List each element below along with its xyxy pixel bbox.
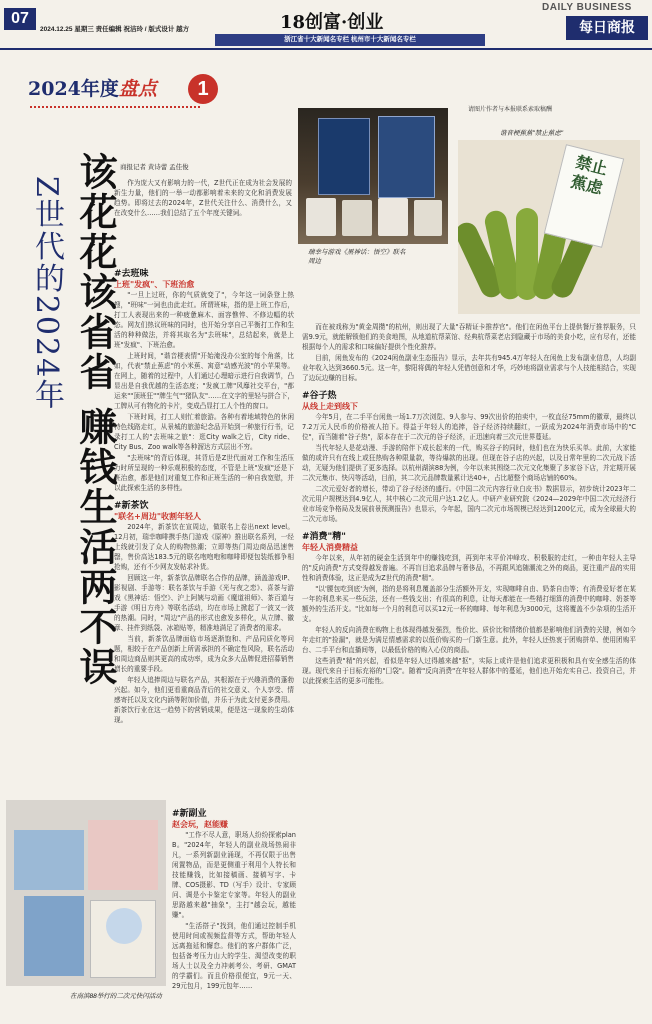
section-subtitle: 赵会玩，赵能赚: [172, 820, 228, 829]
badge-underline: [30, 98, 200, 108]
header-rule: [0, 48, 652, 50]
banana-photo: 禁止 蕉虑: [458, 140, 640, 314]
badge-number: 1: [188, 74, 218, 104]
main-headline: 该花花该省省 赚钱生活两不误: [73, 152, 118, 688]
section-subtitle: 年轻人消费精益: [302, 543, 358, 552]
intro-paragraph: 作为庞大又有影响力的一代，Z世代正在成为社会发展的新生力量，他们的一举一动都影响着未来的文化和消费发展趋势。即将过去的2024年，Z世代关注什么、消费什么，又在改变什么……我们总结了五个年度关键词。: [114, 179, 292, 217]
year-review-badge: 2024年度盘点: [28, 78, 157, 100]
section-title: #谷子热: [302, 391, 337, 401]
section-side-job: #新副业 赵会玩，赵能赚 "工作不尽人意，职场人纷纷探索plan B。"2024年，年轻人的副业战场热闹非凡，一系列新副业涌现，不再仅限于出售闲置物品，而是更侧重于利用个人特长和技能赚钱，比如接稿画、接稿写字、卡牌、COS摄影、TD（写手）设计、专家顾问、调是小卡鉴定专家等。年轻人的副业思路越来越"抽象"，主打"越会玩，越能赚"。 "生活搭子"找到，他们通过控制手机使用时间或视频监督等方式，帮助年轻人远离拖延和懈怠。他们的客户群体广泛，包括备考压力山大的学生、渴望改变的职场人士以及全力冲刺考公、考研、GMAT的学霸们。而且价格很便宜，9元一天、29元包月，199元包年……: [172, 806, 296, 992]
photo-credit: 请图片作者与本报联系索取稿酬: [468, 107, 553, 113]
section-title: #去班味: [114, 269, 149, 279]
section-subtitle: "联名+周边"收割年轻人: [114, 512, 202, 521]
award-strip: 浙江省十大新闻名专栏 杭州市十大新闻名专栏: [215, 34, 485, 46]
section-title: #新副业: [172, 809, 207, 819]
section-title: 18创富·创业: [280, 12, 384, 33]
anime-event-caption: 在南滨88举行的二次元快闪活动: [70, 993, 162, 1000]
section-title: #新茶饮: [114, 501, 149, 511]
page-number: 07: [4, 8, 36, 30]
issue-meta: 2024.12.25 星期三 责任编辑 祝洁玲 / 版式设计 越方: [40, 26, 190, 33]
anime-event-photo: [6, 800, 166, 986]
section-subtitle: 上班"发疯"、下班治愈: [114, 280, 195, 289]
article-column-left: #去班味 上班"发疯"、下班治愈 "一旦上过班，你的气质就变了"，今年这一词条登上热搜，"班味"一词也由此走红。所谓班味，指的是上班工作后，打工人表现出来的一种疲惫麻木、面容憔悴、不修边幅的状态。网友们热议班味的同时，也开始分享自己平衡打工作和生活的种种做法，并将其取名为"去班味"，总结起来，就是上班"发疯"、下班治愈。 上班时间，"谐音梗表情"开始淹没办公室的每个角落，比如，代表"禁止蕉虑"的小米蕉、寓意"动感光波"的小苹果等。在网上，随着的过程中，人们通过心理暗示进行自我调节，凸显出是自我优越的生活态度；"发疯工牌"风靡社交平台，"都运来""顶班狂""牌生气""猪队友"……在文字的里轻与拼合下，工牌从可有物化的卡片，变成凸显打工人个性的窗口。 下班时间，打工人则忙着旅游。各种有着地域特色的休闲特色线路走红，从景城的旅游纪念品开始到一种旅行行书，记录打工人的"去班味之旅"：逛City walk之后，City ride、City Bus、Zoo walk等各种溜达方式层出不穷。 "去班味"的背后体现，其背后是Z世代面对工作和生活压力时所呈现的一种乐观积极的态度，不管是上班"发疯"还是下班治愈，都是他们对重复工作和正班生活的一种自我宽慰，并以此探索生活的多样性。 #新茶饮 "联名+周边"收割年轻人 2024年，新茶饮在宣周边，做联名上卷出next level。12月初，瑞幸咖啡携手热门游戏《原神》推出联名系列，一经上线就引发了众人的购物热潮；立即等热门周边商品迅速售罄，售价高达183.5元的联名咆咆咆和咖啡即便包装纸都争相抢购，还有不少网友发帖求补货。 回顾这一年，新茶饮品牌联名合作的品牌，涵盖游戏IP、影视剧、手游等：联名茶饮与手游《光与夜之恋》、喜茶与游戏《黑神话：悟空》、沪上阿姨与动画《魔道祖师》、茶百道与手游《明日方舟》等联名活动，均在市场上掀起了一波又一波的热潮。同时，"周边"产品的形式也愈发多样化，从立牌、徽章、挂件到纸袋、冰箱贴等，精准地满足了消费者的需求。 当前，新茶饮品牌面临市场逐渐饱和、产品同质化等问题，相较于在产品创新上所需承担的不确定性风险，联名活动和周边商品则其更高的成功率，成为众多大品牌促进招募销售增长的重要手段。 年轻人追捧周边与联名产品，其根源在于兴趣消费的蓬勃兴起。如今，他们更看重商品背后的社交意义、个人享受、情感寄托以及文化内涵等附加价值，并乐于为此支付更多费用。新茶饮行业在这一趋势下的营销成果，便是这一现象的生动体现。: [114, 266, 294, 726]
coffee-caption: 瑞幸与游戏《黑神话：悟空》联名周边: [308, 249, 406, 265]
byline: 商报记者 黄诗蕾 孟佳俊: [120, 164, 189, 171]
coffee-photo: [298, 108, 448, 244]
section-title: #消费"精": [302, 532, 346, 542]
section-subtitle: 从线上走到线下: [302, 402, 358, 411]
brand-en: DAILY BUSINESS: [542, 2, 632, 13]
banana-caption: 谐音梗蕉蕉"禁止蕉虑": [500, 130, 564, 137]
sub-headline: Z世代的2024年: [29, 176, 64, 412]
article-column-right: 而在被戏称为"黄金周攒"的杭州，则出现了大量"吞精证卡推荐官"。他们在闲鱼平台上提供餐厅推荐服务，只需9.9元，就能解锁他们的美食地图，从地道杭帮菜馆、经典杭帮菜老店到隐藏于市场的美食小吃，应有尽有，还能根据每个人的需求和口味偏好提供个性化推荐。 目前，闲鱼发布的《2024闲鱼副业生态报告》显示，去年共有945.4万年轻人在闲鱼上发布副业信息，人均副业年收入达到3660.5元。这一年，黎阳将偶的年轻人凭借创意和才华，巧妙地将副业需求与个人技能相结合，实现了边玩边赚的目标。 #谷子热 从线上走到线下 今年5月，在二手平台闲鱼一场1.7万次浏览、9人参与、99次出价的拍卖中，一枚直径75mm的徽章，最终以7.2万元人民币的价格被人拍下。得益于年轻人的追捧，谷子经济持续翻红，一跃成为2024年消费市场中的"C位"，而当随着"谷子热"，原本存在于二次元的谷子经济，正迅速向着三次元世界蔓延。 当代年轻人是花动漫、手游的陪伴下成长起来的一代，购买谷子的同时，他们也在为快乐买单。此前，大家能做的或许只有在线上或狂热购各种限量款，等待爆款的出现。但现在谷子店的兴起，以及日常年里的二次元战下活动，无疑为他们提供了更多选择。以杭州湖滨88为例，今年以来其围绕二次元文化集聚了多家谷下店，并定期开展二次元集市、快闪等活动，目前，其二次元品牌数量累计达40+，占比超整个商场店铺的60%。 二次元爱好者的增长，带动了谷子经济的盛行。《中国二次元内容行业白皮书》数据显示，初步统计2023年二次元用户规模达到4.9亿人，其中核心二次元用户达1.2亿人。中研产业研究院《2024—2029年中国二次元经济行业市场竞争格局及发展前景预测报告》也显示，今年起，国内二次元市场规模已经达到1200亿元，成为全球最大的二次元市场。 #消费"精" 年轻人消费精益 今年以来，从年初的硬金生活到年中的赚钱吃到，再到年末平价冲峰攻、积极服的走红，一种由年轻人主导的"反向消费"方式变得越发普遍。不再盲目追求品牌与奢侈品，不再跟风追随潮流之外的商品，更注重产品的实用性和消费体验，这正是成为Z世代的消费"精"。 "以'腰包吃到底'为例，指的是将利息覆盖部分生活额外开支，实现咖啡自由、奶茶自由等；有消费爱好者在某一年的利息来买一些玩法，还有一些钱支出；有很高的利息，让每天都能在一些精打细算的消费中的咖啡、奶茶等额外的生活开支。"比如每一个月的利息可以买12元一杯的咖啡、每年利息为3000元，这将覆盖不少杂项的生活开支。 年轻人的反向消费在购物上也体现得越发强烈，性价比、质价比和情绪价值都是影响他们消费的关键，例如今年走红的"捡漏"，就是为满足情感需求的以低价购买的一门新生意。此外，年轻人还热衷于团购拼单、使用团购平台、二手平台和直播间等，以最低价格的购入心仪的商品。 这些消费"精"的兴起，看似是年轻人过得越来越"抠"，实际上或许是他们追求更积极和具有安全感生活的体现。现代来自于目标充裕的"囗袋"。随着"反向消费"在年轻人群体中的蔓延，他们也开始充实自己、投资自己，并以此探索生活的更多可能性。: [302, 323, 636, 685]
brand-logo: 每日商报: [566, 16, 648, 40]
